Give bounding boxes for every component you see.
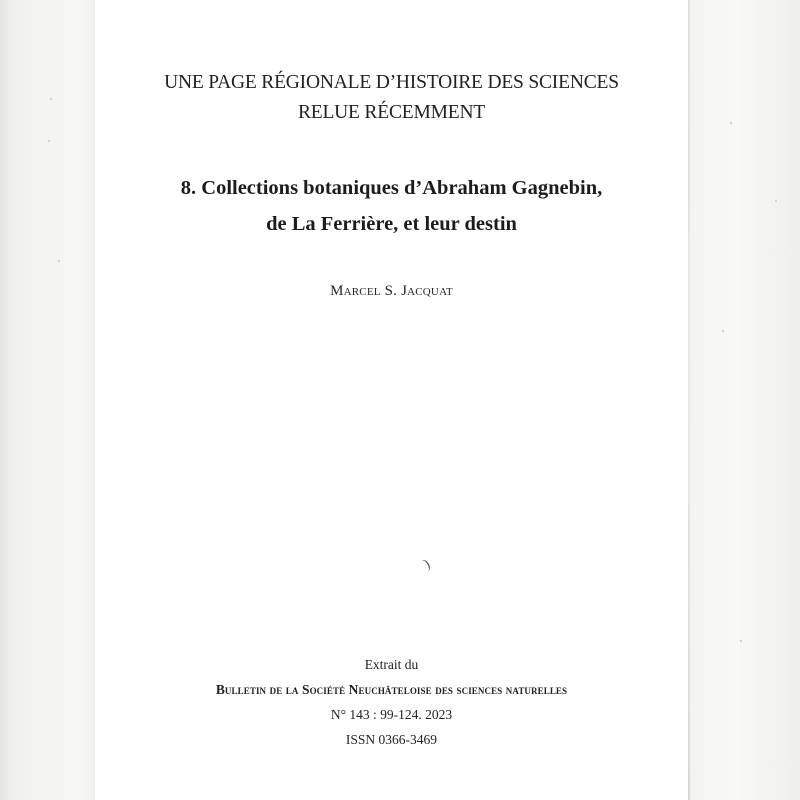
scan-speck — [48, 140, 50, 142]
series-heading — [95, 68, 688, 128]
scan-speck — [722, 330, 724, 332]
publication-info — [95, 652, 688, 752]
scan-speck — [50, 98, 52, 100]
scan-speck — [58, 260, 60, 262]
pencil-mark: ) — [421, 556, 433, 573]
article-title — [95, 170, 688, 242]
series-heading-line-1: UNE PAGE RÉGIONALE D’HISTOIRE DES SCIENCES — [164, 72, 619, 93]
document-page — [95, 0, 688, 800]
bulletin-name: Bulletin de la Société Neuchâteloise des sciences naturelles — [215, 682, 568, 697]
page-edge-shadow — [688, 0, 690, 800]
scan-speck — [730, 122, 732, 124]
author-name: Marcel S. Jacquat — [330, 283, 453, 299]
issue-info: N° 143 : 99-124. 2023 — [330, 707, 453, 722]
series-heading-line-2: RELUE RÉCEMMENT — [297, 102, 486, 123]
article-title-line-1: 8. Collections botaniques d’Abraham Gagnebin, — [180, 177, 603, 199]
scan-edge-left — [0, 0, 14, 800]
scan-speck — [775, 200, 777, 202]
issn: ISSN 0366-3469 — [345, 732, 438, 747]
scan-edge-right — [690, 0, 800, 800]
extract-label: Extrait du — [364, 657, 419, 672]
article-title-line-2: de La Ferrière, et leur destin — [266, 213, 517, 235]
scan-speck — [740, 640, 742, 642]
